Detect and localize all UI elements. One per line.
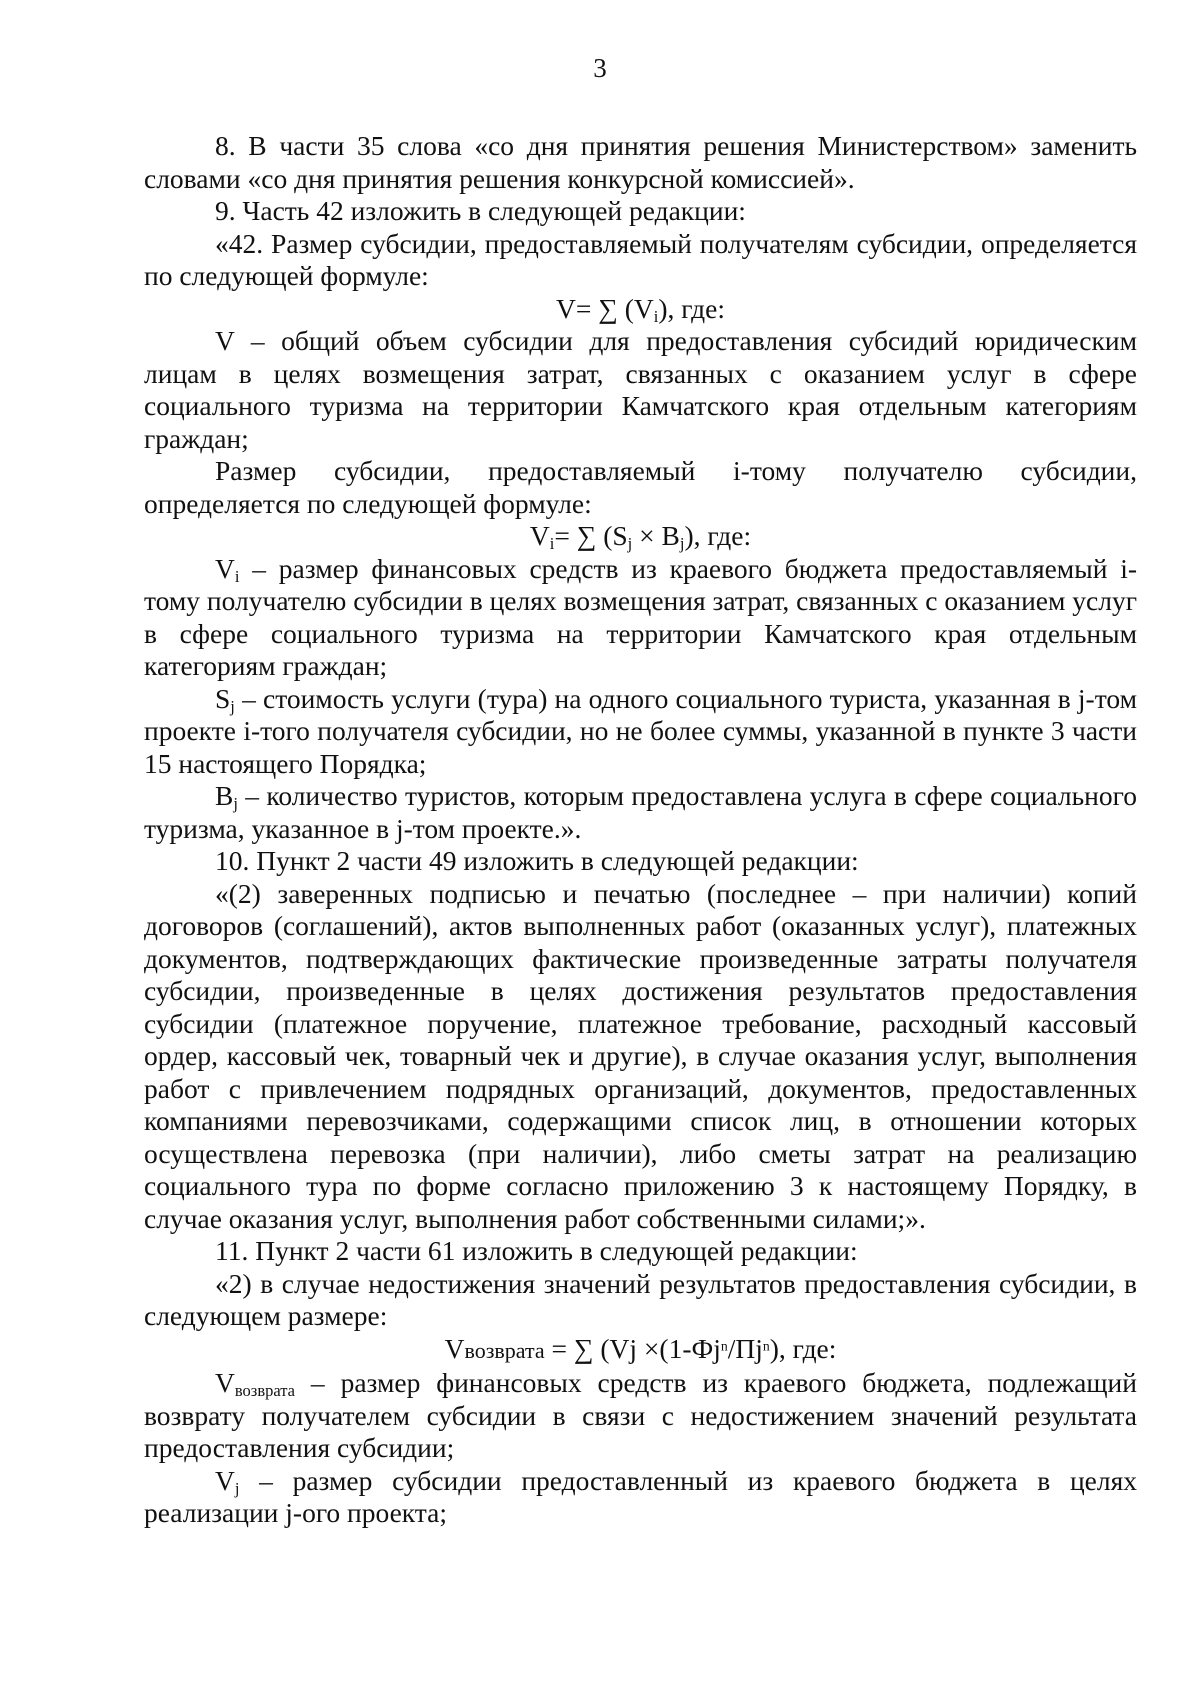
formula-subscript: j [627,534,633,554]
symbol-subscript: i [234,566,240,586]
definition-text: – размер финансовых средств из краевого бюджета предоставляемый i-тому получателю субсидии в целях возмещения затрат, связанных с оказанием услуг в сфере социального туризма на территории Камчатского края отдельным категориям граждан; [144,552,1137,681]
formula-subscript: j [679,534,685,554]
paragraph-8: 8. В части 35 слова «со дня принятия решения Министерством» заменить словами «со дня принятия решения конкурсной комиссией». [144,130,1137,194]
formula-text: ), где: [658,292,725,324]
formula-v-return [144,1333,1137,1368]
formula-text: V [529,520,550,551]
definition-sj [144,683,1137,781]
definition-vi [144,553,1137,683]
formula-subscript: i [549,534,555,554]
formula-superscript: n [762,1337,770,1353]
page-number: 3 [593,53,607,83]
symbol: S [215,682,231,714]
formula-subscript: i [653,306,659,326]
definition-v: V – общий объем субсидии для предоставления субсидий юридическим лицам в целях возмещения затрат, связанных с оказанием услуг в сфере социального туризма на территории Камчатского края отдельным категориям граждан; [144,325,1137,454]
symbol: V [215,1367,235,1398]
symbol-subscript: j [230,696,235,716]
document-body [144,130,1137,1530]
formula-text: = ∑ (S [554,520,628,551]
definition-vj [144,1465,1137,1530]
paragraph-11: 11. Пункт 2 части 61 изложить в следующей редакции: [215,1235,858,1266]
paragraph-9: 9. Часть 42 изложить в следующей редакции: [215,195,746,226]
definition-text: – размер субсидии предоставленный из краевого бюджета в целях реализации j-ого проекта; [144,1464,1137,1528]
paragraph-size-i: Размер субсидии, предоставляемый i-тому получателю субсидии, определяется по следующей формуле: [144,455,1137,519]
paragraph-42: «42. Размер субсидии, предоставляемый получателям субсидии, определяется по следующей формуле: [144,227,1137,291]
definition-bj [144,780,1137,845]
definition-text: – стоимость услуги (тура) на одного социального туриста, указанная в j-том проекте i-того получателя субсидии, но не более суммы, указанной в пункте 3 части 15 настоящего Порядка; [144,682,1137,779]
symbol: V [215,1464,235,1496]
formula-text: ), где: [769,1332,837,1364]
definition-v-return [144,1367,1137,1465]
formula-text: /Пj [727,1332,763,1364]
paragraph-10: 10. Пункт 2 части 49 изложить в следующей редакции: [215,845,859,876]
formula-superscript: n [720,1337,728,1353]
formula-text: V= ∑ (V [556,292,654,324]
formula-total-subsidy [144,293,1137,326]
paragraph-10-text: «(2) заверенных подписью и печатью (последнее – при наличии) копий договоров (соглашений), актов выполненных работ (оказанных услуг), платежных документов, подтверждающих фактические произведенные затраты получателя субсидии, произведенные в целях достижения результатов предоставления субсидии (платежное поручение, платежное требование, расходный кассовый ордер, кассовый чек, товарный чек и другие), в случае оказания услуг, выполнения работ с привлечением подрядных организаций, документов, предоставленных компаниями перевозчиками, содержащими список лиц, в отношении которых осуществлена перевозка (при наличии), либо сметы затрат на реализацию социального тура по форме согласно приложению 3 к настоящему Порядку, в случае оказания услуг, выполнения работ собственными силами;». [144,877,1137,1234]
formula-text: × B [632,520,680,551]
symbol: V [215,552,235,584]
symbol-subscript: j [233,794,238,814]
paragraph-11-text: «2) в случае недостижения значений результатов предоставления субсидии, в следующем размере: [144,1267,1137,1331]
formula-text: V [444,1332,465,1364]
symbol-subscript: j [234,1478,240,1498]
formula-text: возврата [464,1337,545,1363]
formula-vi [144,520,1137,553]
definition-text: – размер финансовых средств из краевого бюджета, подлежащий возврату получателем субсидии в связи с недостижением значений результата предоставления субсидии; [144,1367,1137,1463]
symbol: B [215,780,234,811]
formula-text: ), где: [684,520,752,551]
definition-text: – количество туристов, которым предоставлена услуга в сфере социального туризма, указанное в j-том проекте.». [144,780,1137,844]
symbol-subscript: возврата [234,1381,295,1401]
formula-text: = ∑ (Vj ×(1-Фj [544,1332,721,1364]
